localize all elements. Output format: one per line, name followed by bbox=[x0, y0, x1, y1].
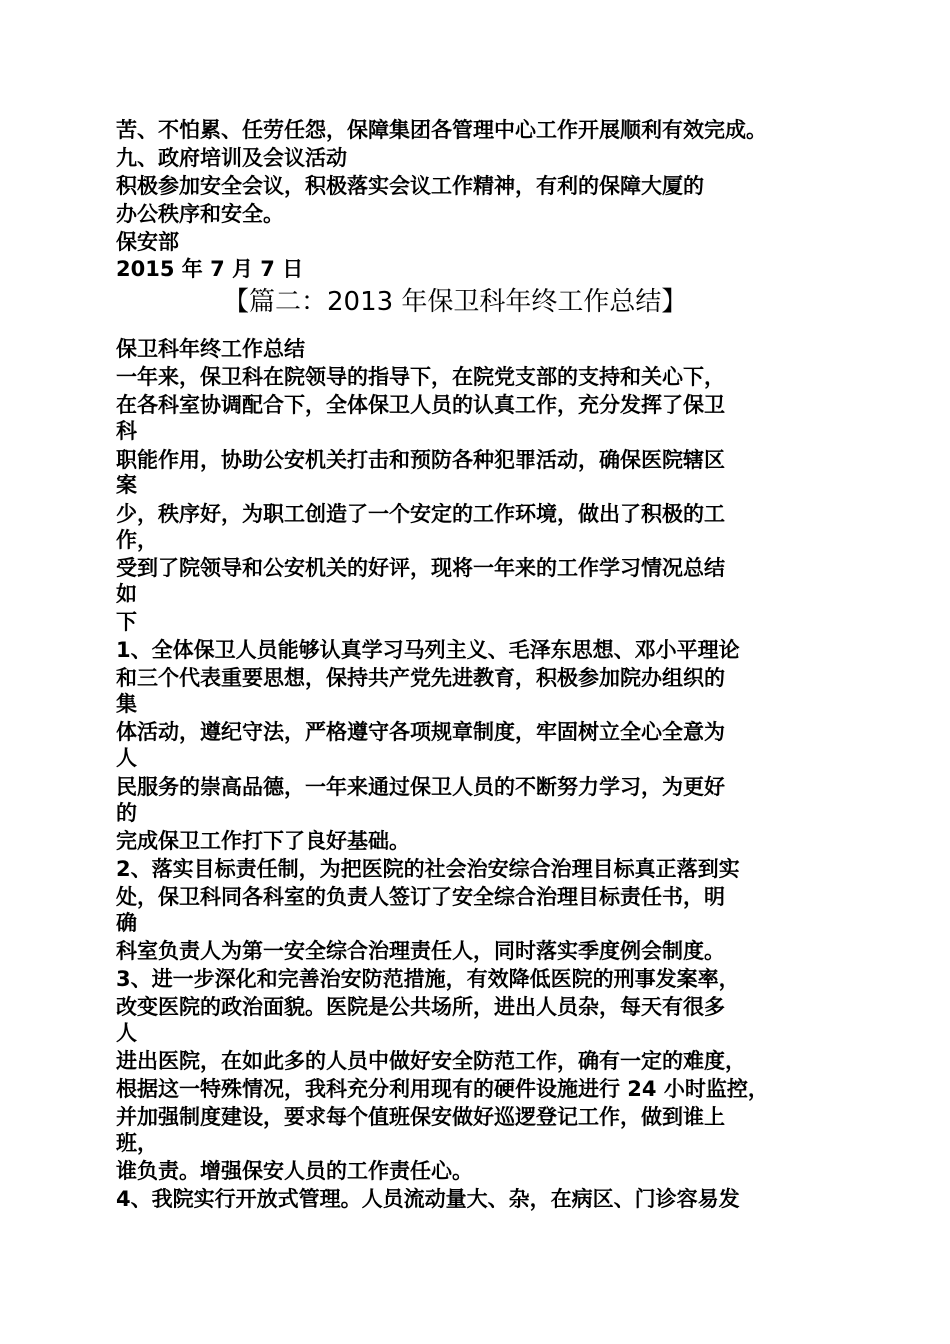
text-line: 如 bbox=[116, 582, 137, 606]
text-line: 科室负责人为第一安全综合治理责任人，同时落实季度例会制度。 bbox=[116, 939, 725, 963]
date: 2015 年 7 月 7 日 bbox=[116, 257, 304, 281]
text-line: 一年来，保卫科在院领导的指导下，在院党支部的支持和关心下， bbox=[116, 365, 725, 389]
text-line: 并加强制度建设，要求每个值班保安做好巡逻登记工作，做到谁上 bbox=[116, 1105, 725, 1129]
text-line: 谁负责。增强保安人员的工作责任心。 bbox=[116, 1159, 473, 1183]
text-line: 下 bbox=[116, 610, 137, 634]
text-line: 苦、不怕累、任劳任怨，保障集团各管理中心工作开展顺利有效完成。 bbox=[116, 118, 767, 142]
text-line: 改变医院的政治面貌。医院是公共场所，进出人员杂，每天有很多 bbox=[116, 995, 725, 1019]
text-line: 完成保卫工作打下了良好基础。 bbox=[116, 829, 410, 853]
text-line: 作， bbox=[116, 528, 158, 552]
text-line: 3、进一步深化和完善治安防范措施，有效降低医院的刑事发案率， bbox=[116, 967, 740, 991]
text-line: 体活动，遵纪守法，严格遵守各项规章制度，牢固树立全心全意为 bbox=[116, 720, 725, 744]
text-line: 积极参加安全会议，积极落实会议工作精神，有利的保障大厦的 bbox=[116, 174, 704, 198]
text-line: 进出医院，在如此多的人员中做好安全防范工作，确有一定的难度， bbox=[116, 1049, 746, 1073]
text-line: 班， bbox=[116, 1131, 158, 1155]
text-line: 根据这一特殊情况，我科充分利用现有的硬件设施进行 24 小时监控， bbox=[116, 1077, 769, 1101]
section-heading: 九、政府培训及会议活动 bbox=[116, 146, 347, 170]
text-line: 职能作用，协助公安机关打击和预防各种犯罪活动，确保医院辖区 bbox=[116, 448, 725, 472]
text-line: 和三个代表重要思想，保持共产党先进教育，积极参加院办组织的 bbox=[116, 666, 725, 690]
text-line: 科 bbox=[116, 419, 137, 443]
text-line: 2、落实目标责任制，为把医院的社会治安综合治理目标真正落到实 bbox=[116, 857, 740, 881]
text-line: 在各科室协调配合下，全体保卫人员的认真工作，充分发挥了保卫 bbox=[116, 393, 725, 417]
text-line: 办公秩序和安全。 bbox=[116, 202, 284, 226]
text-line: 少，秩序好，为职工创造了一个安定的工作环境，做出了积极的工 bbox=[116, 502, 725, 526]
text-line: 人 bbox=[116, 746, 137, 770]
text-line: 1、全体保卫人员能够认真学习马列主义、毛泽东思想、邓小平理论 bbox=[116, 638, 740, 662]
text-line: 确 bbox=[116, 911, 137, 935]
text-line: 人 bbox=[116, 1021, 137, 1045]
text-line: 4、我院实行开放式管理。人员流动量大、杂，在病区、门诊容易发 bbox=[116, 1187, 740, 1211]
signature: 保安部 bbox=[116, 230, 179, 254]
text-line: 受到了院领导和公安机关的好评，现将一年来的工作学习情况总结 bbox=[116, 556, 725, 580]
text-line: 处，保卫科同各科室的负责人签订了安全综合治理目标责任书，明 bbox=[116, 885, 725, 909]
article-title: 保卫科年终工作总结 bbox=[116, 337, 305, 361]
text-line: 的 bbox=[116, 801, 137, 825]
article-heading: 【篇二：2013 年保卫科年终工作总结】 bbox=[223, 287, 688, 317]
text-line: 集 bbox=[116, 692, 137, 716]
text-line: 民服务的崇高品德，一年来通过保卫人员的不断努力学习，为更好 bbox=[116, 775, 725, 799]
text-line: 案 bbox=[116, 473, 137, 497]
